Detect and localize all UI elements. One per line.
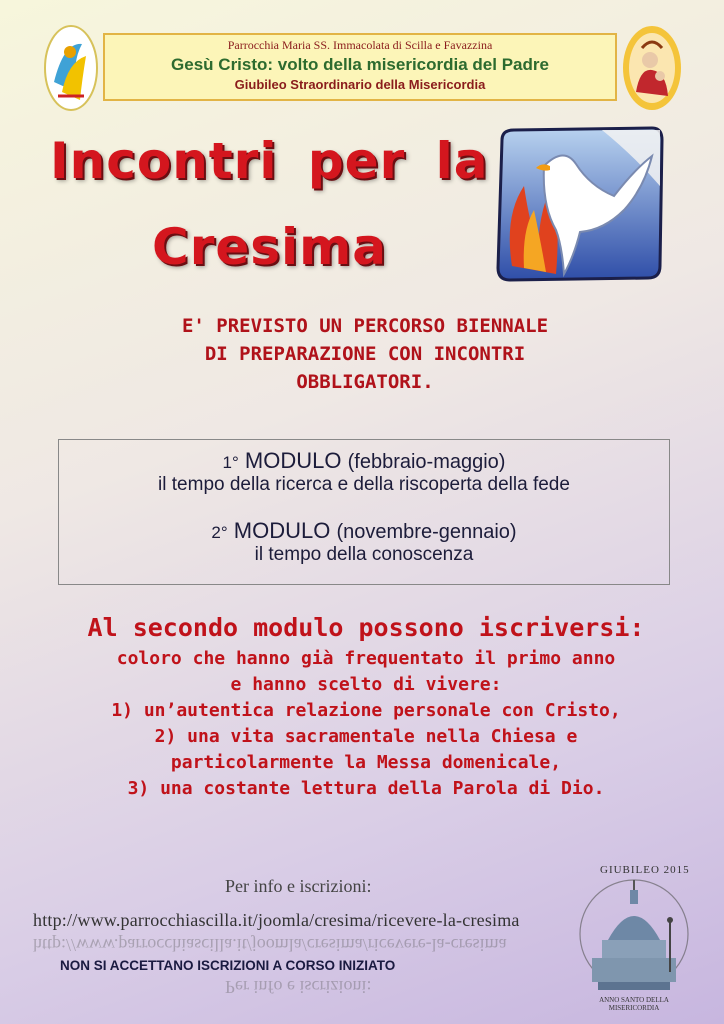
- module-1-title: [59, 448, 669, 474]
- conditions-heading: Al secondo modulo possono iscriversi:: [87, 613, 645, 642]
- title-line-1: Incontri per la: [50, 132, 489, 190]
- condition-line: coloro che hanno già frequentato il primo anno: [116, 648, 616, 669]
- module-name: MODULO: [233, 518, 331, 543]
- header-jubilee: Giubileo Straordinario della Misericordia: [234, 77, 486, 92]
- info-label-reflection: Per info e iscrizioni:: [225, 977, 372, 997]
- condition-line: 3) una costante lettura della Parola di Dio.: [127, 778, 605, 799]
- header-title: Gesù Cristo: volto della misericordia del Padre: [171, 55, 549, 74]
- conditions-section: [60, 610, 672, 802]
- condition-line: 2) una vita sacramentale nella Chiesa e: [154, 726, 578, 747]
- info-url-reflection: http://www.parrocchiascilla.it/joomla/cresima/ricevere-la-cresima: [33, 935, 507, 955]
- mater-misericordiae-logo: [620, 22, 684, 114]
- notice-text: NON SI ACCETTANO ISCRIZIONI A CORSO INIZIATO: [60, 958, 396, 973]
- jubilee-logo-title: GIUBILEO 2015: [600, 864, 690, 876]
- condition-line: e hanno scelto di vivere:: [230, 674, 502, 695]
- module-number: 1°: [222, 453, 239, 472]
- jubilee-logo-subtitle: ANNO SANTO DELLA MISERICORDIA: [599, 996, 669, 1012]
- condition-line: particolarmente la Messa domenicale,: [170, 752, 562, 773]
- jubilee-logo-left: [42, 22, 100, 114]
- info-label: Per info e iscrizioni:: [225, 876, 372, 896]
- modules-box: [58, 439, 670, 585]
- info-url-link[interactable]: http://www.parrocchiascilla.it/joomla/cresima/ricevere-la-cresima: [33, 910, 520, 930]
- header-banner: [103, 33, 617, 101]
- intro-line: DI PREPARAZIONE CON INCONTRI: [204, 343, 526, 365]
- module-2-title: [59, 518, 669, 544]
- intro-text: [70, 312, 660, 396]
- intro-line: OBBLIGATORI.: [296, 371, 434, 393]
- jubilee-2015-logo: [572, 862, 696, 1012]
- parish-name: Parrocchia Maria SS. Immacolata di Scilla e Favazzina: [227, 38, 493, 52]
- intro-line: E' PREVISTO UN PERCORSO BIENNALE: [181, 315, 549, 337]
- module-2-description: il tempo della conoscenza: [254, 544, 474, 565]
- condition-line: 1) un’autentica relazione personale con Cristo,: [111, 700, 621, 721]
- module-period: (novembre-gennaio): [336, 521, 517, 543]
- module-name: MODULO: [244, 448, 342, 473]
- holy-spirit-dove-icon: [484, 126, 666, 282]
- title-line-2: Cresima: [152, 218, 388, 276]
- module-number: 2°: [211, 523, 228, 542]
- module-1-description: il tempo della ricerca e della riscoperta della fede: [158, 474, 570, 495]
- module-period: (febbraio-maggio): [347, 451, 506, 473]
